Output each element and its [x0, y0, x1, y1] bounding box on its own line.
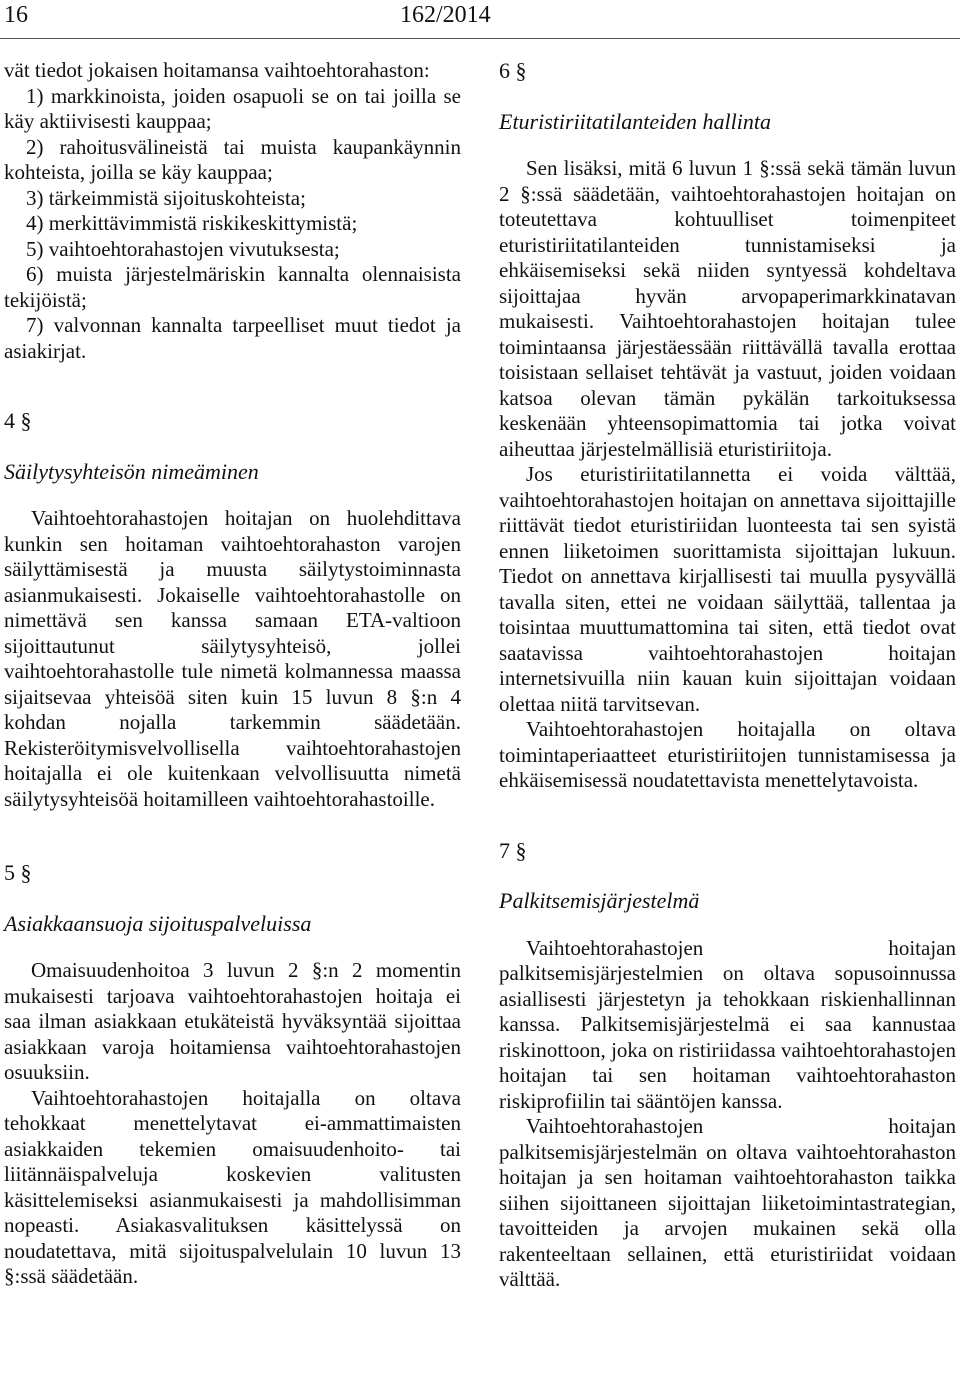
list-item: 5) vaihtoehtorahastojen vivutuksesta;: [26, 236, 340, 261]
section-5-paragraph-1: Omaisuudenhoitoa 3 luvun 2 §:n 2 momentin mukaisesti tarjoava vaihtoehtorahastojen hoitaja ei saa ilman asiakkaan etukäteistä hyväksyntää sijoittaa asiakkaan varoja hoitamiensa vaihtoehtorahastojen osuuksiin.: [4, 958, 461, 1084]
section-4-number: 4 §: [4, 408, 32, 433]
section-4-paragraph: Vaihtoehtorahastojen hoitajan on huolehdittava kunkin sen hoitaman vaihtoehtorahaston varojen säilyttämisestä ja muusta säilytystoiminnasta asianmukaisesti. Jokaiselle vaihtoehtorahastolle on nimettävä sen kanssa samaan ETA-valtioon sijoittautunut säilytysyhteisö, jollei vaihtoehtorahastolle tule nimetä kolmannessa maassa sijaitsevaa yhteisöä siten kuin 15 luvun 8 §:n 4 kohdan nojalla tarkemmin säädetään. Rekisteröitymisvelvollisella vaihtoehtorahastojen hoitajalla ei ole kuitenkaan velvollisuutta nimetä säilytysyhteisöä hoitamilleen vaihtoehtorahastoille.: [4, 506, 461, 811]
page-header: [0, 0, 960, 40]
list-item: 2) rahoitusvälineistä tai muista kaupankäynnin kohteista, joilla se käy kauppaa;: [4, 134, 461, 184]
section-7-paragraph-2: Vaihtoehtorahastojen hoitajan palkitsemisjärjestelmän on oltava vaihtoehtorahaston hoitajan ja sen hoitaman vaihtoehtorahaston taikka siihen sijoittaneen sijoittajan liiketoimintastrategian, tavoitteiden ja arvojen mukainen sekä olla rakenteeltaan sellainen, että eturistiriidat voidaan välttää.: [499, 1114, 956, 1291]
left-column: [4, 58, 461, 1290]
section-5-paragraph-2: Vaihtoehtorahastojen hoitajalla on oltava tehokkaat menettelytavat ei-ammattimaisten asiakkaiden tekemien omaisuudenhoito- tai liitännäispalveluja koskevien valitusten käsittelemiseksi asianmukaisesti ja mahdollisimman nopeasti. Asiakasvalituksen käsittelyssä on noudatettava, mitä sijoituspalvelulain 10 luvun 13 §:ssä säädetään.: [4, 1085, 461, 1288]
section-5-title: Asiakkaansuoja sijoituspalveluissa: [4, 910, 312, 936]
section-6-title: Eturistiriitatilanteiden hallinta: [499, 108, 771, 134]
right-column: [499, 58, 956, 1293]
section-6-number: 6 §: [499, 58, 527, 83]
section-5-number: 5 §: [4, 860, 32, 885]
list-item: 6) muista järjestelmäriskin kannalta olennaisista tekijöistä;: [4, 262, 461, 312]
section-6-paragraph-3: Vaihtoehtorahastojen hoitajalla on oltava toimintaperiaatteet eturistiriitojen tunnistamisessa ja ehkäisemisessä noudatettavista menettelytavoista.: [499, 717, 956, 792]
section-7-number: 7 §: [499, 837, 527, 863]
section-6-paragraph-2: Jos eturistiriitatilannetta ei voida välttää, vaihtoehtorahastojen hoitajan on annettava sijoittajille riittävät tiedot eturistiriidan luonteesta tai sen syistä ennen liiketoimen suorittamista sijoittajan lukuun. Tiedot on annettava kirjallisesti tai muulla pysyvällä tavalla siten, ettei ne voidaan säilyttää, tallentaa ja toisintaa muuttumattomina tai siten, että tiedot ovat saatavissa vaihtoehtorahastojen hoitajan internetsivuilla niin kauan kuin sijoittajan voidaan olettaa niitä tarvitsevan.: [499, 462, 956, 716]
section-7-title: Palkitsemisjärjestelmä: [499, 888, 700, 913]
page-number: 16: [4, 2, 28, 28]
list-item: 3) tärkeimmistä sijoituskohteista;: [26, 185, 306, 210]
header-rule: [0, 38, 960, 39]
intro-text: vät tiedot jokaisen hoitamansa vaihtoehtorahaston:: [4, 58, 430, 82]
list-item: 7) valvonnan kannalta tarpeelliset muut tiedot ja asiakirjat.: [4, 313, 461, 363]
section-7-paragraph-1: Vaihtoehtorahastojen hoitajan palkitsemisjärjestelmien on oltava sopusoinnussa asiallisesti järjestetyn ja tehokkaan riskienhallinnan kanssa. Palkitsemisjärjestelmä ei saa kannustaa riskinottoon, joka on ristiriidassa vaihtoehtorahastojen hoitajan tai sen hoitaman vaihtoehtorahaston riskiprofiilin tai sääntöjen kanssa.: [499, 935, 956, 1113]
list-item: 4) merkittävimmistä riskikeskittymistä;: [26, 211, 358, 235]
section-6-paragraph-1: Sen lisäksi, mitä 6 luvun 1 §:ssä sekä tämän luvun 2 §:ssä säädetään, vaihtoehtorahastojen hoitajan on toteutettava kohtuulliset toimenpiteet eturistiriitatilanteiden tunnistamiseksi ja ehkäisemiseksi sekä niiden syntyessä kohdeltava sijoittajaa hyvän arvopaperimarkkinatavan mukaisesti. Vaihtoehtorahastojen hoitajan tulee toimintaansa järjestäessään riittävällä tavalla erottaa toisistaan sellaiset tehtävät ja vastuut, joiden voidaan katsoa olevan tämän pykälän tarkoituksessa keskenään yhteensopimattomia tai jotka voivat aiheuttaa järjestelmällisiä eturistiriitoja.: [499, 156, 956, 461]
list-item: 1) markkinoista, joiden osapuoli se on tai joilla se käy aktiivisesti kauppaa;: [4, 83, 461, 133]
section-4-title: Säilytysyhteisön nimeäminen: [4, 458, 259, 484]
document-number: 162/2014: [400, 2, 491, 28]
